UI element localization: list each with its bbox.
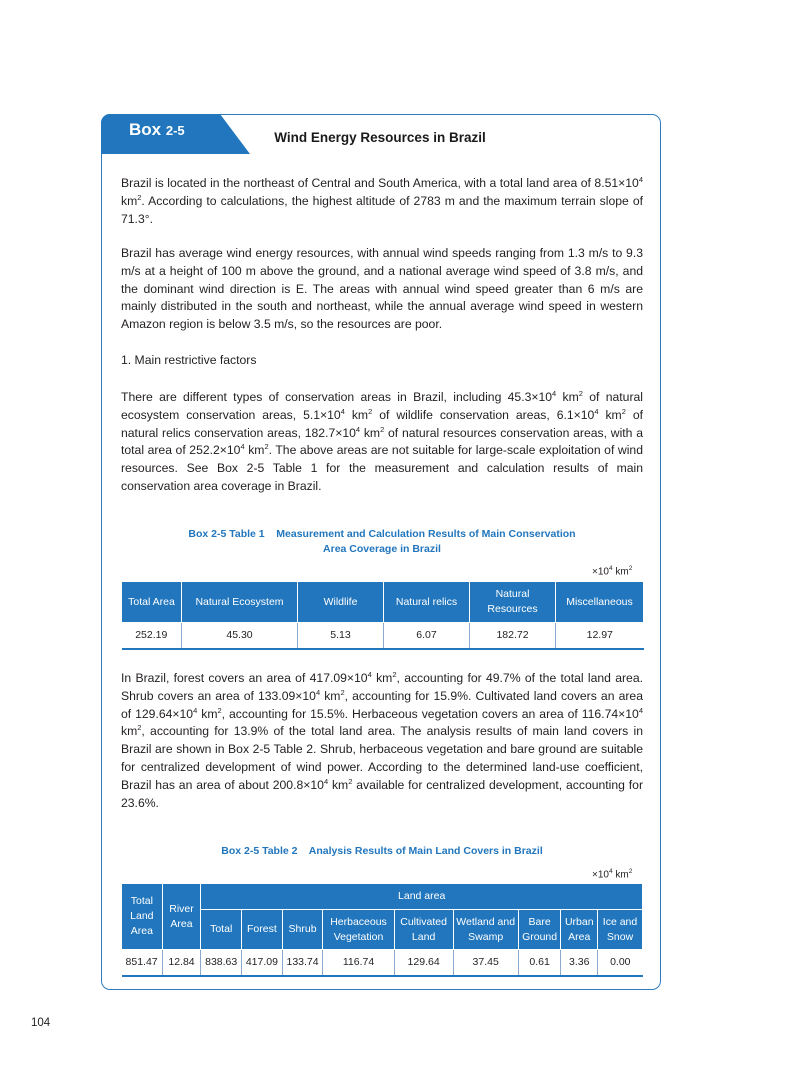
page-number: 104: [31, 1017, 51, 1029]
table1-cell: 5.13: [298, 623, 384, 649]
table2-unit: $\times 10^4$ $km^2$: [592, 868, 633, 881]
table2-cell: 133.74: [282, 950, 323, 976]
table1-caption: Box 2-5 Table 1 Measurement and Calculation Results of Main Conservation Area Coverage in Brazil: [188, 528, 576, 555]
table1-cell: 45.30: [182, 623, 298, 649]
table2: [121, 883, 643, 977]
box-label: Box: [129, 120, 162, 139]
table2-cell: 116.74: [323, 950, 394, 976]
paragraph-1: Brazil is located in the northeast of Central and South America, with a total land area of $8.51\times 10^4$ $km^2$. According to calculations, the highest altitude of 2783 m and the maximum terrain slope of 71.3°.: [121, 174, 643, 226]
table1-header: Total Area: [122, 582, 182, 623]
table1-header: Natural Ecosystem: [182, 582, 298, 623]
table1-header: Wildlife: [298, 582, 384, 623]
table-row: [122, 623, 644, 649]
table2-subheader: Ice and Snow: [598, 910, 643, 950]
section-heading: 1. Main restrictive factors: [121, 353, 257, 367]
table2-subheader: Wetland and Swamp: [453, 910, 518, 950]
table2-subheader: Bare Ground: [518, 910, 561, 950]
table2-cell: 851.47: [122, 950, 163, 976]
table2-subheader: Cultivated Land: [394, 910, 453, 950]
table-row: [122, 950, 643, 976]
table2-subheader: Shrub: [282, 910, 323, 950]
table2-header: Total Land Area: [122, 884, 163, 950]
table2-cell: 129.64: [394, 950, 453, 976]
table2-cell: 417.09: [242, 950, 283, 976]
paragraph-2: Brazil has average wind energy resources, with annual wind speeds ranging from 1.3 m/s to 9.3 m/s at a height of 100 m above the ground, and a national average wind speed of 3.8 m/s, and the dominant wind direction is E. The areas with annual wind speed greater than 6 m/s are mainly distributed in the south and northeast, while the annual average wind speed in western Amazon region is below 3.5 m/s, so the resources are poor.: [121, 246, 643, 332]
table2-header: River Area: [162, 884, 201, 950]
table1-unit: $\times 10^4$ $km^2$: [592, 565, 633, 578]
table1-cell: 252.19: [122, 623, 182, 649]
paragraph-4: In Brazil, forest covers an area of $417.09\times 10^4$ $km^2$, accounting for 49.7% of the total land area. Shrub covers an area of $133.09\times 10^4$ $km^2$, accounting for 15.9%. Cultivated land covers an area of $129.64\times 10^4$ $km^2$, accounting for 15.5%. Herbaceous vegetation covers an area of $116.74\times 10^4$ $km^2$, accounting for 13.9% of the total land area. The analysis results of main land covers in Brazil are shown in Box 2-5 Table 2. Shrub, herbaceous vegetation and bare ground are suitable for centralized development of wind power. According to the determined land-use coefficient, Brazil has an area of about $200.8\times 10^4$ $km^2$ available for centralized development, accounting for 23.6%.: [121, 669, 644, 810]
table1-header: Natural Resources: [470, 582, 556, 623]
table2-cell: 3.36: [561, 950, 598, 976]
table2-cell: 838.63: [201, 950, 242, 976]
table1-cell: 6.07: [384, 623, 470, 649]
table2-subheader: Total: [201, 910, 242, 950]
table2-caption: Box 2-5 Table 2 Analysis Results of Main Land Covers in Brazil: [221, 845, 543, 857]
table2-cell: 12.84: [162, 950, 201, 976]
table1-cell: 12.97: [556, 623, 644, 649]
table2-subheader: Urban Area: [561, 910, 598, 950]
table1-header: Miscellaneous: [556, 582, 644, 623]
box-tab: [101, 114, 219, 154]
box-title: Wind Energy Resources in Brazil: [274, 130, 486, 145]
table2-header-group: Land area: [201, 884, 643, 910]
table1-header: Natural relics: [384, 582, 470, 623]
box-number: 2-5: [165, 123, 185, 138]
table2-subheader: Herbaceous Vegetation: [323, 910, 394, 950]
table2-cell: 0.61: [518, 950, 561, 976]
table2-cell: 37.45: [453, 950, 518, 976]
table2-subheader: Forest: [242, 910, 283, 950]
table2-cell: 0.00: [598, 950, 643, 976]
table1: [121, 581, 644, 650]
table1-cell: 182.72: [470, 623, 556, 649]
paragraph-3: There are different types of conservation areas in Brazil, including $45.3\times 10^4$ $km^2$ of natural ecosystem conservation areas, $5.1\times 10^4$ $km^2$ of wildlife conservation areas, $6.1\times 10^4$ $km^2$ of natural relics conservation areas, $182.7\times 10^4$ $km^2$ of natural resources conservation areas, with a total area of $252.2\times 10^4$ $km^2$. The above areas are not suitable for large-scale exploitation of wind resources. See Box 2-5 Table 1 for the measurement and calculation results of main conservation area coverage in Brazil.: [121, 388, 644, 493]
